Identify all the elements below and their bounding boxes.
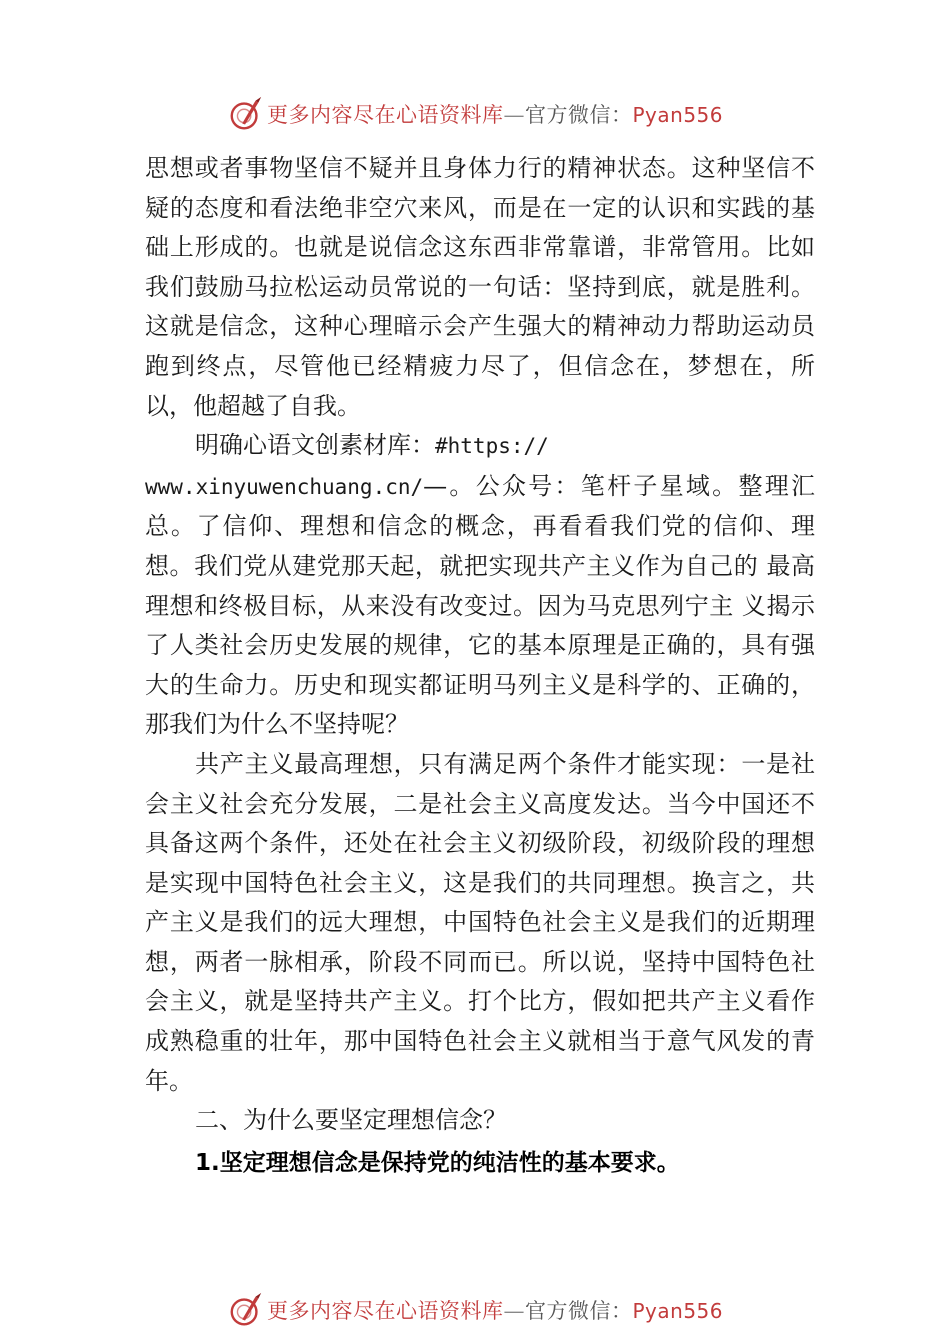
footer-label: 官方微信： [524,1299,633,1323]
footer-dash: — [503,1299,525,1323]
subheading: 1.坚定理想信念是保持党的纯洁性的基本要求。 [195,1149,680,1176]
header-dash: — [503,103,525,127]
header-label: 官方微信： [524,103,633,127]
footer-banner [0,1290,950,1330]
paragraph-2-rest: —。公众号：笔杆子星域。整理汇总。了信仰、理想和信念的概念，再看看我们党的信仰、理想。我们党从建党那天起，就把实现共产主义作为自己的 最高理想和终极目标，从来没有改变过。因为马克思列宁主 义揭示了人类社会历史发展的规律，它的基本原理是正确的，具有强大的生命力。历史和现实都证明马列主义是科学的、正确的，那我们为什么不坚持呢？ [145,471,815,739]
header-brand: 更多内容尽在心语资料库 [266,103,504,127]
paragraph-2-lead: 明确心语文创素材库： [195,431,435,460]
quill-pen-icon [227,1291,265,1329]
paragraph-3: 共产主义最高理想，只有满足两个条件才能实现：一是社会主义社会充分发展，二是社会主义高度发达。当今中国还不具备这两个条件，还处在社会主义初级阶段，初级阶段的理想是实现中国特色社会主义，这是我们的共同理想。换言之，共产主义是我们的远大理想，中国特色社会主义是我们的近期理想，两者一脉相承，阶段不同而已。所以说，坚持中国特色社会主义，就是坚持共产主义。打个比方，假如把共产主义看作成熟稳重的壮年，那中国特色社会主义就相当于意气风发的青年。 [145,749,815,1095]
section-heading: 二、为什么要坚定理想信念？ [195,1106,507,1135]
header-banner [0,94,950,134]
footer-brand: 更多内容尽在心语资料库 [266,1299,504,1323]
paragraph-1: 思想或者事物坚信不疑并且身体力行的精神状态。这种坚信不疑的态度和看法绝非空穴来风，而是在一定的认识和实践的基础上形成的。也就是说信念这东西非常靠谱，非常管用。比如我们鼓励马拉松运动员常说的一句话：坚持到底，就是胜利。这就是信念，这种心理暗示会产生强大的精神动力帮助运动员跑到终点，尽管他已经精疲力尽了，但信念在，梦想在，所以，他超越了自我。 [145,154,815,420]
paragraph-2 [145,426,815,745]
paragraph-2-url-b: www.xinyuwenchuang.cn/ [145,474,424,499]
header-banner-text [267,99,723,129]
header-handle: Pyan556 [632,103,723,127]
document-body [145,149,815,1185]
quill-pen-icon [227,95,265,133]
paragraph-2-url-a: #https:// [435,434,549,459]
footer-banner-text [267,1295,723,1325]
footer-handle: Pyan556 [632,1299,723,1323]
